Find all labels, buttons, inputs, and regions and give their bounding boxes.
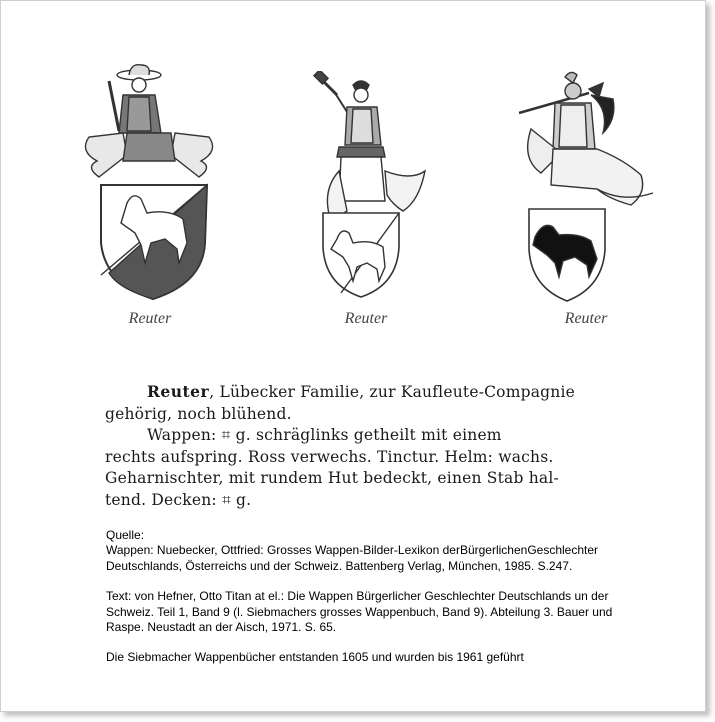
coat-of-arms-3 (513, 69, 663, 304)
source-note: Die Siebmacher Wappenbücher entstanden 1605 und wurden bis 1961 geführt (106, 650, 524, 664)
entry-line-6: tend. Decken: ⌗ g. (105, 490, 252, 509)
entry-line-2: gehörig, noch blühend. (105, 404, 292, 423)
crest-caption-1: Reuter (128, 310, 172, 327)
entry-line-4: rechts aufspring. Ross verwechs. Tinctur. Helm: wachs. (105, 447, 554, 466)
crest-caption-3: Reuter (564, 310, 608, 327)
entry-line-3: Wappen: ⌗ g. schräglinks getheilt mit einem (147, 426, 502, 444)
coat-of-arms-2 (301, 71, 431, 301)
entry-line-1: Reuter, Lübecker Familie, zur Kaufleute-Compagnie (147, 382, 576, 401)
source-label: Quelle: (106, 528, 145, 542)
coat-of-arms-1 (79, 63, 219, 303)
entry-line-5: Geharnischter, mit rundem Hut bedeckt, einen Stab hal- (105, 469, 559, 487)
family-name: Reuter (147, 382, 210, 401)
source-text: Text: von Hefner, Otto Titan at el.: Die Wappen Bürgerlicher Geschlechter Deutschlands un der Schweiz. Teil 1, Band 9 (l. Siebmachers grosses Wappenbuch, Band 9). Abteilung 3. Bauer und Raspe. Neustadt an der Aisch, 1971. S. 65. (106, 589, 613, 634)
crest-caption-2: Reuter (344, 310, 388, 327)
armorial-entry (105, 381, 630, 511)
source-wappen: Wappen: Nuebecker, Ottfried: Grosses Wappen-Bilder-Lexikon derBürgerlichenGeschlechter Deutschlands, Österreichs und der Schweiz. Battenberg Verlag, München, 1985. S.247. (106, 543, 599, 573)
